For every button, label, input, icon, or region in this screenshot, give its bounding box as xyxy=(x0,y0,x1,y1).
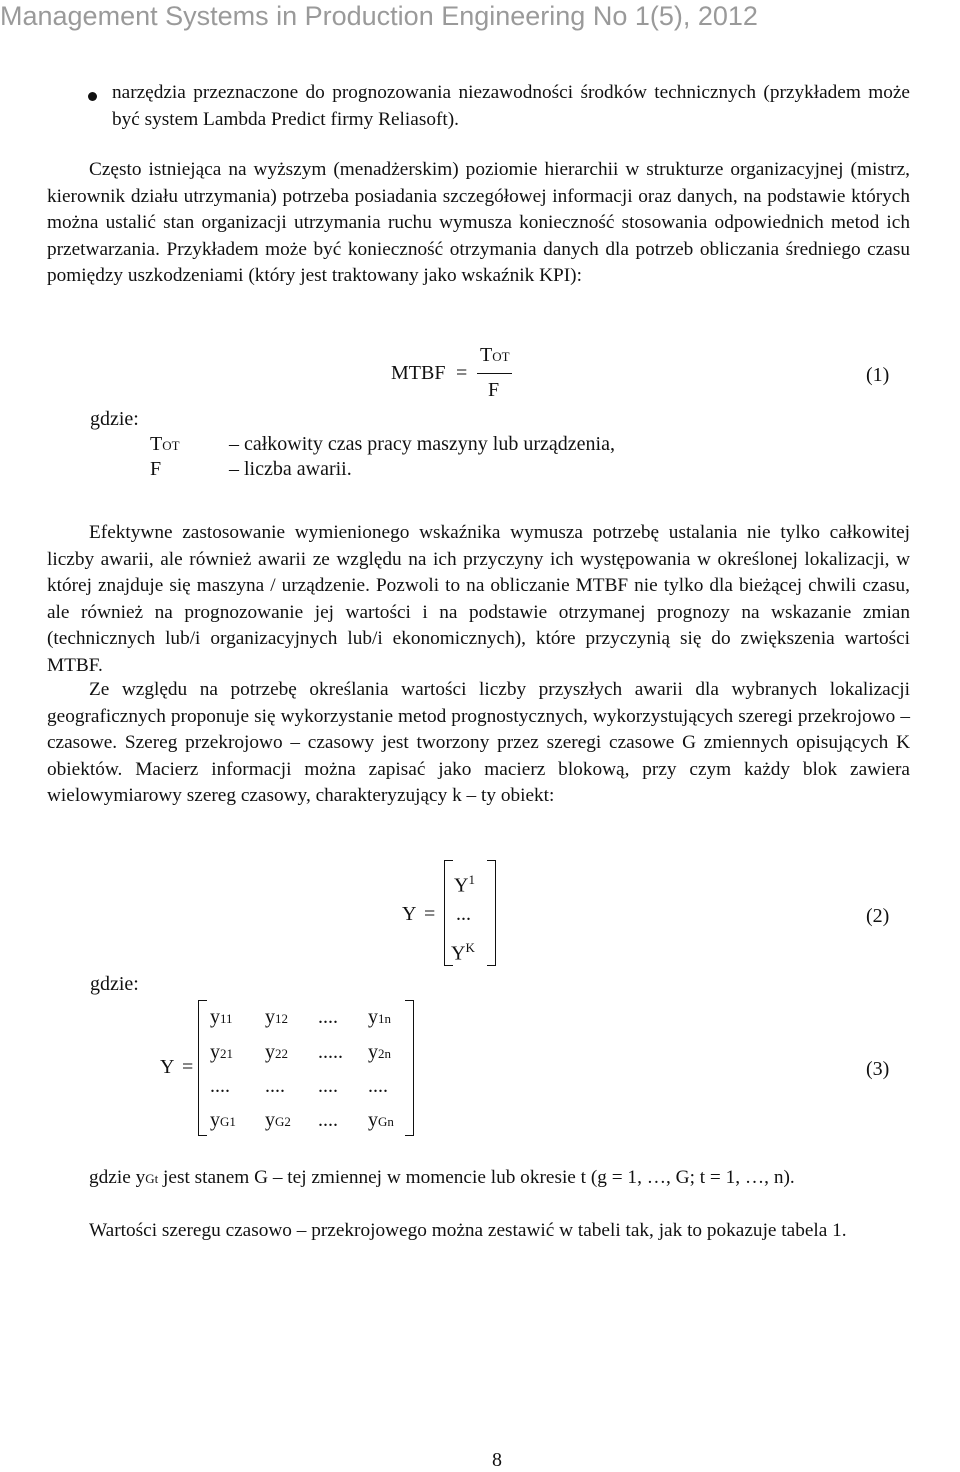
matrix-cell-subscript: 22 xyxy=(275,1046,288,1061)
matrix-cell-subscript: 2n xyxy=(378,1046,391,1061)
paragraph-1: Często istniejąca na wyższym (menadżerskim) poziomie hierarchii w strukturze organizacyjnej (mistrz, kierownik działu utrzymania) potrzeba posiadania szczegółowej informacji oraz danych, na podstawie których można ustalić stan organizacji utrzymania ruchu wymusza konieczność stosowania odpowiednich metod ich przetwarzania. Przykładem może być konieczność otrzymania danych dla potrzeb obliczania średniego czasu pomiędzy uszkodzeniami (który jest traktowany jako wskaźnik KPI): xyxy=(47,159,910,286)
matrix-cell-base: y xyxy=(368,1006,378,1028)
bullet-item: narzędzia przeznaczone do prognozowania niezawodności środków technicznych (przykładem może być system Lambda Predict firmy Reliasoft). xyxy=(112,82,910,130)
matrix-cell xyxy=(265,1040,288,1066)
eq3-number: (3) xyxy=(866,1058,890,1080)
where-label-2: gdzie: xyxy=(90,973,139,995)
paragraph-4-post: jest stanem G – tej zmiennej w momencie lub okresie t (g = 1, …, G; t = 1, …, n). xyxy=(158,1167,795,1188)
page-number: 8 xyxy=(492,1449,502,1471)
eq2-right-bracket xyxy=(487,860,496,966)
paragraph-2: Efektywne zastosowanie wymienionego wskaźnika wymusza potrzebę ustalania nie tylko całkowitej liczby awarii, ale również awarii ze względu na ich przyczyny ich występowania w określonej lokalizacji, w której znajduje się maszyna / urządzenie. Pozwoli to na obliczanie MTBF nie tylko dla bieżącej chwili czasu, ale również na prognozowanie jej wartości i na podstawie otrzymanej prognozy na wskazanie zmian (technicznych lub/i organizacyjnych lub/i ekonomicznych), które przyczynią się do zwiększenia wartości MTBF. xyxy=(47,522,910,676)
eq2-row-1 xyxy=(454,868,475,898)
matrix-cell-base: .... xyxy=(368,1075,388,1097)
matrix-cell-subscript: G1 xyxy=(220,1114,236,1129)
eq2-number: (2) xyxy=(866,905,890,927)
paragraph-4-subscript: Gt xyxy=(145,1171,159,1186)
matrix-cell-base: .... xyxy=(265,1075,285,1097)
journal-header: Management Systems in Production Engineering No 1(5), 2012 xyxy=(0,1,758,31)
paragraph-4 xyxy=(47,1165,910,1193)
where1-symbol-f: F xyxy=(150,458,162,480)
bullet-icon xyxy=(88,92,97,101)
matrix-cell-subscript: G2 xyxy=(275,1114,291,1129)
eq3-equals: = xyxy=(182,1056,194,1078)
matrix-cell-base: y xyxy=(265,1006,275,1028)
matrix-cell xyxy=(265,1108,291,1134)
paragraph-4-pre: gdzie y xyxy=(89,1167,146,1188)
eq3-left-bracket xyxy=(198,1000,207,1136)
matrix-cell xyxy=(368,1005,391,1031)
matrix-cell-base: y xyxy=(265,1109,275,1131)
eq1-num-symbol: T xyxy=(480,344,493,366)
matrix-cell xyxy=(368,1108,394,1134)
matrix-cell xyxy=(265,1005,288,1031)
eq2-row-2: ... xyxy=(456,903,471,925)
where1-symbol-tot xyxy=(150,432,180,458)
eq2-row-3-base: Y xyxy=(451,942,466,965)
matrix-cell-base: y xyxy=(368,1109,378,1131)
matrix-cell-base: y xyxy=(210,1006,220,1028)
eq2-equals: = xyxy=(424,903,436,925)
eq1-lhs: MTBF xyxy=(391,362,446,384)
matrix-cell-base: .... xyxy=(318,1006,338,1028)
eq3-right-bracket xyxy=(405,1000,414,1136)
matrix-cell xyxy=(210,1108,236,1134)
paragraph-3: Ze względu na potrzebę określania wartości liczby przyszłych awarii dla wybranych lokalizacji geograficznych proponuje się wykorzystanie metod prognostycznych, wykorzystujących szeregi przekrojowo – czasowe. Szereg przekrojowo – czasowy jest tworzony przez szeregi czasowe G zmiennych opisujących K obiektów. Macierz informacji można zapisać jako macierz blokową, przy czym każdy blok zawiera wielowymiarowy szereg czasowy, charakteryzujący k – ty obiekt: xyxy=(47,679,910,806)
matrix-cell-subscript: Gn xyxy=(378,1114,394,1129)
matrix-cell-subscript: 21 xyxy=(220,1046,233,1061)
matrix-cell xyxy=(318,1005,338,1029)
matrix-cell xyxy=(210,1005,233,1031)
matrix-cell-base: .... xyxy=(318,1109,338,1131)
eq1-fraction-bar xyxy=(477,373,512,374)
eq1-equals: = xyxy=(456,362,468,384)
where1-symbol-0: T xyxy=(150,433,163,455)
eq2-lhs: Y xyxy=(402,903,417,925)
eq1-numerator xyxy=(480,343,510,369)
matrix-cell-subscript: 11 xyxy=(220,1011,233,1026)
eq2-row-1-base: Y xyxy=(454,874,469,897)
matrix-cell xyxy=(318,1108,338,1132)
matrix-cell-base: y xyxy=(210,1109,220,1131)
matrix-cell-base: y xyxy=(210,1041,220,1063)
matrix-cell xyxy=(265,1074,285,1098)
matrix-cell xyxy=(368,1040,391,1066)
matrix-cell-subscript: 12 xyxy=(275,1011,288,1026)
eq2-row-3 xyxy=(451,936,475,966)
eq1-num-subscript: OT xyxy=(492,349,510,364)
matrix-cell-base: .... xyxy=(318,1075,338,1097)
matrix-cell xyxy=(318,1040,343,1064)
paragraph-5: Wartości szeregu czasowo – przekrojowego można zestawić w tabeli tak, jak to pokazuje tabela 1. xyxy=(89,1220,847,1241)
matrix-cell xyxy=(368,1074,388,1098)
eq2-row-3-sup: K xyxy=(465,940,475,955)
where1-subscript-0: OT xyxy=(162,438,180,453)
eq3-lhs: Y xyxy=(160,1056,175,1078)
matrix-cell-base: y xyxy=(368,1041,378,1063)
eq1-number: (1) xyxy=(866,364,890,386)
matrix-cell-base: .... xyxy=(210,1075,230,1097)
matrix-cell-base: y xyxy=(265,1041,275,1063)
where1-desc-f: – liczba awarii. xyxy=(229,458,352,480)
matrix-cell xyxy=(318,1074,338,1098)
eq2-row-1-sup: 1 xyxy=(468,872,475,887)
matrix-cell-base: ..... xyxy=(318,1041,343,1063)
where1-desc-tot: – całkowity czas pracy maszyny lub urządzenia, xyxy=(229,433,615,455)
matrix-cell xyxy=(210,1040,233,1066)
matrix-cell-subscript: 1n xyxy=(378,1011,391,1026)
eq1-denominator: F xyxy=(488,379,500,401)
where-label-1: gdzie: xyxy=(90,408,139,430)
matrix-cell xyxy=(210,1074,230,1098)
